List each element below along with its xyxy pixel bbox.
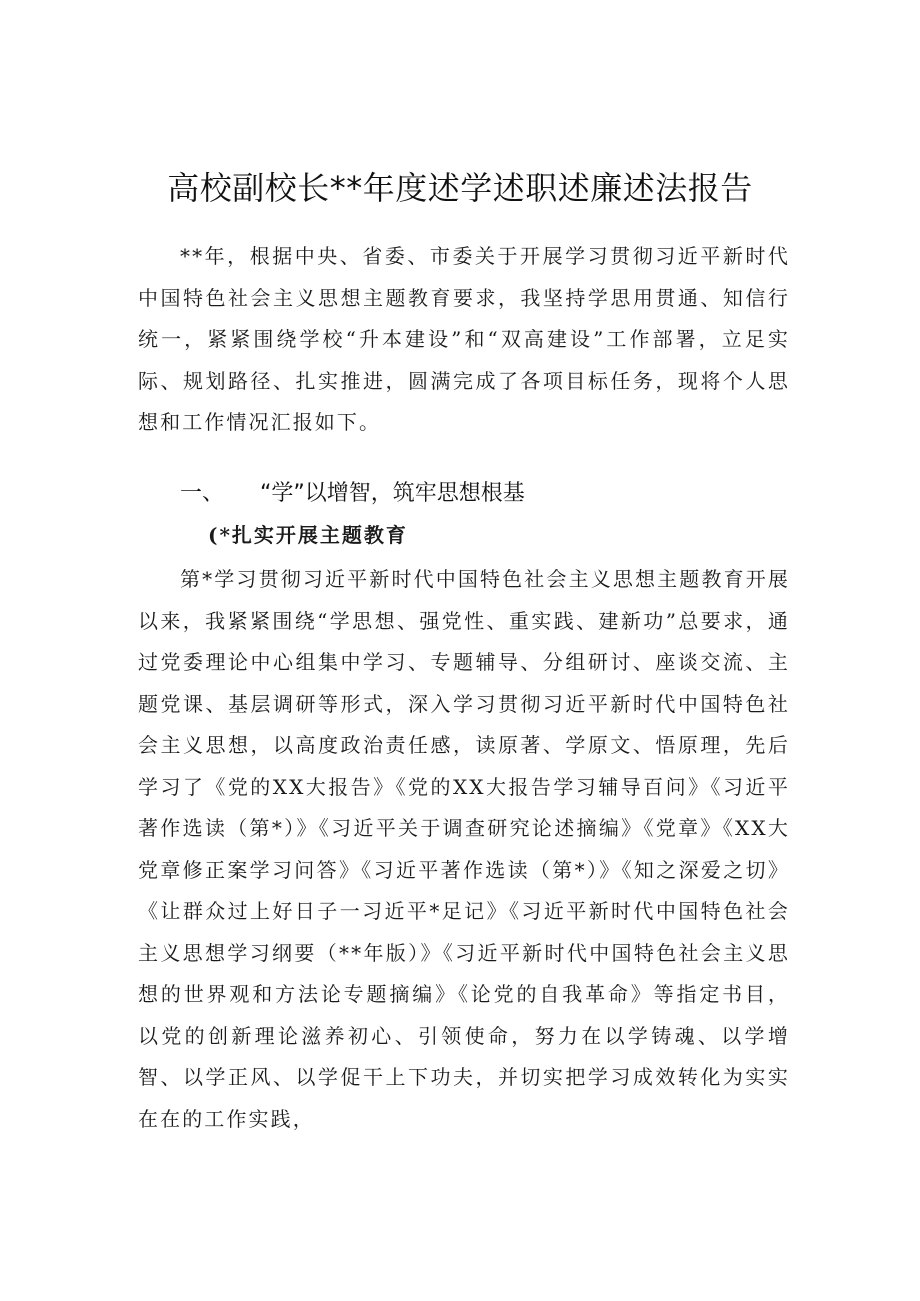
- document-title: 高校副校长**年度述学述职述廉述法报告: [167, 169, 753, 207]
- intro-paragraph: **年，根据中央、省委、市委关于开展学习贯彻习近平新时代中国特色社会主义思想主题教育要求，我坚持学思用贯通、知信行统一，紧紧围绕学校“升本建设”和“双高建设”工作部署，立足实际、规划路径、扎实推进，圆满完成了各项目标任务，现将个人思想和工作情况汇报如下。: [138, 244, 790, 434]
- section-number: 一、: [180, 481, 225, 506]
- section-heading-text: “学”以增智，筑牢思想根基: [260, 481, 525, 506]
- subsection-heading: (*扎实开展主题教育: [208, 523, 408, 547]
- section-heading: [180, 478, 525, 510]
- main-paragraph: 第*学习贯彻习近平新时代中国特色社会主义思想主题教育开展以来，我紧紧围绕“学思想、强党性、重实践、建新功”总要求，通过党委理论中心组集中学习、专题辅导、分组研讨、座谈交流、主题党课、基层调研等形式，深入学习贯彻习近平新时代中国特色社会主义思想，以高度政治责任感，读原著、学原文、悟原理，先后学习了《党的XX大报告》《党的XX大报告学习辅导百问》《习近平著作选读（第*）》《习近平关于调查研究论述摘编》《党章》《XX大党章修正案学习问答》《习近平著作选读（第*）》《知之深爱之切》《让群众过上好日子一习近平*足记》《习近平新时代中国特色社会主义思想学习纲要（**年版）》《习近平新时代中国特色社会主义思想的世界观和方法论专题摘编》《论党的自我革命》等指定书目，以党的创新理论滋养初心、引领使命，努力在以学铸魂、以学增智、以学正风、以学促干上下功夫，并切实把学习成效转化为实实在在的工作实践，: [138, 567, 790, 1131]
